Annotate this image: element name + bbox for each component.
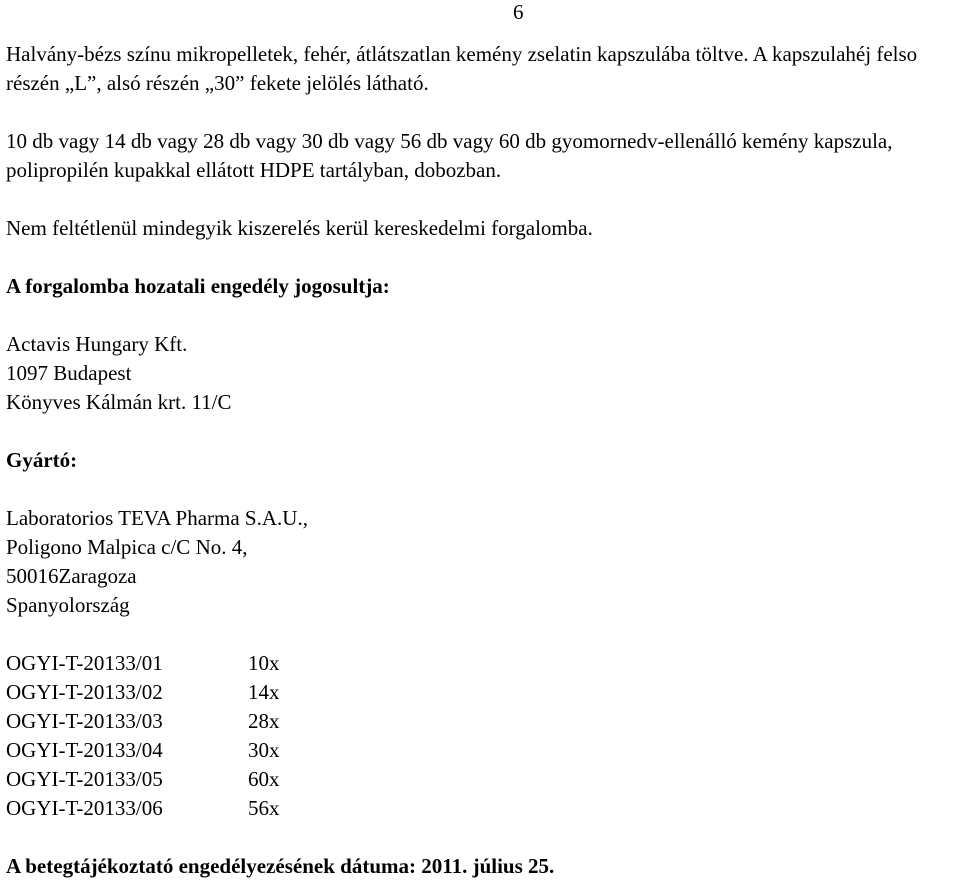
registration-number: OGYI-T-20133/06: [6, 796, 163, 820]
registration-table: [6, 649, 951, 823]
registration-row: [6, 736, 951, 765]
packaging-description: 10 db vagy 14 db vagy 28 db vagy 30 db vagy 56 db vagy 60 db gyomornedv-ellenálló kemény kapszula, polipropilén kupakkal ellátott HDPE tartályban, dobozban.: [6, 129, 893, 182]
manufacturer-address-line: 50016Zaragoza: [6, 564, 137, 588]
manufacturer-address: [6, 504, 951, 620]
mah-address-line: 1097 Budapest: [6, 361, 132, 385]
mah-address: [6, 330, 951, 417]
manufacturer-address-line: Laboratorios TEVA Pharma S.A.U.,: [6, 506, 308, 530]
document-body: [6, 40, 951, 881]
registration-row: [6, 707, 951, 736]
registration-number: OGYI-T-20133/04: [6, 738, 163, 762]
registration-number: OGYI-T-20133/03: [6, 709, 163, 733]
registration-number: OGYI-T-20133/02: [6, 680, 163, 704]
registration-row: [6, 794, 951, 823]
registration-row: [6, 765, 951, 794]
registration-row: [6, 649, 951, 678]
product-description: Halvány-bézs színu mikropelletek, fehér, átlátszatlan kemény zselatin kapszulába töltve. A kapszulahéj felso részén „L”, alsó részén „30” fekete jelölés látható.: [6, 42, 918, 95]
availability-note: Nem feltétlenül mindegyik kiszerelés kerül kereskedelmi forgalomba.: [6, 216, 593, 240]
registration-number: OGYI-T-20133/05: [6, 767, 163, 791]
registration-row: [6, 678, 951, 707]
registration-pack-size: 10x: [248, 651, 280, 675]
mah-address-line: Actavis Hungary Kft.: [6, 332, 188, 356]
registration-pack-size: 60x: [248, 767, 280, 791]
manufacturer-address-line: Spanyolország: [6, 593, 130, 617]
page-number: 6: [513, 0, 524, 24]
mah-address-line: Könyves Kálmán krt. 11/C: [6, 390, 232, 414]
approval-date: A betegtájékoztató engedélyezésének dátuma: 2011. július 25.: [6, 854, 555, 878]
registration-number: OGYI-T-20133/01: [6, 651, 163, 675]
registration-pack-size: 30x: [248, 738, 280, 762]
manufacturer-heading: Gyártó:: [6, 448, 78, 472]
mah-heading: A forgalomba hozatali engedély jogosultja:: [6, 274, 390, 298]
manufacturer-address-line: Poligono Malpica c/C No. 4,: [6, 535, 248, 559]
registration-pack-size: 28x: [248, 709, 280, 733]
registration-pack-size: 56x: [248, 796, 280, 820]
registration-pack-size: 14x: [248, 680, 280, 704]
